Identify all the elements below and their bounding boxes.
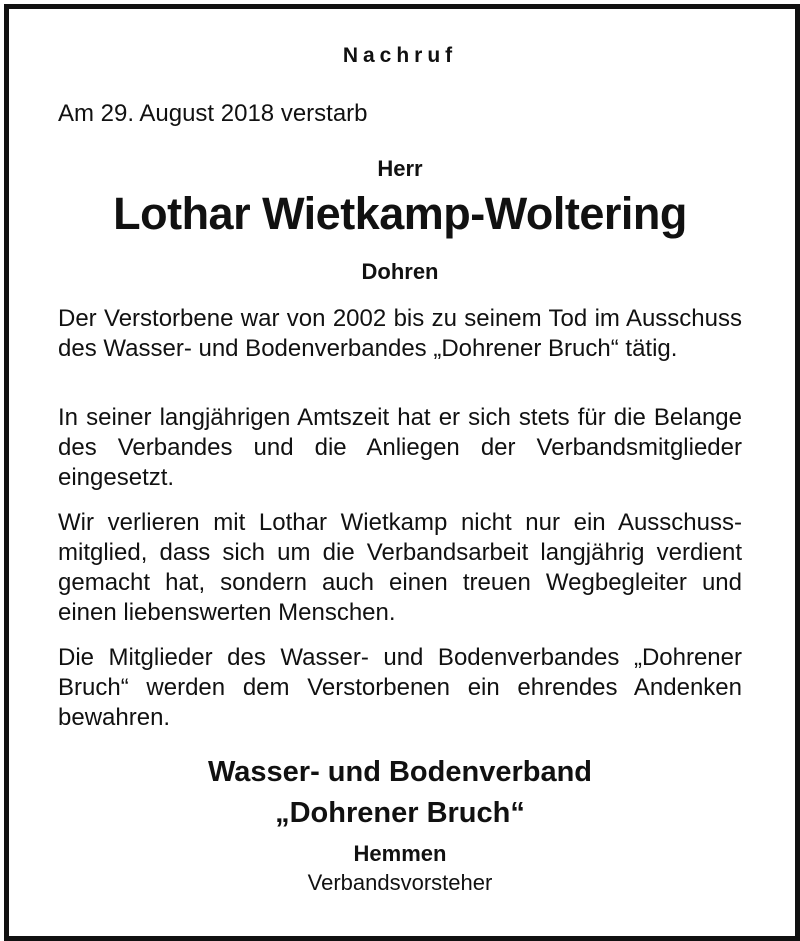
signer-name: Hemmen (353, 841, 447, 866)
salutation: Herr (377, 156, 423, 181)
date-line: Am 29. August 2018 verstarb (58, 100, 368, 127)
deceased-name: Lothar Wietkamp-Woltering (113, 188, 687, 239)
paragraph-1: Der Verstorbene war von 2002 bis zu seinem Tod im Ausschuss des Wasser- und Bodenverbandes „Dohrener Bruch“ tätig. (58, 305, 742, 362)
paragraph-2: In seiner langjährigen Amtszeit hat er sich stets für die Belange des Verbandes und die Anliegen der Verbandsmitglieder eingesetzt. (58, 404, 742, 491)
notice-heading: Nachruf (342, 44, 458, 67)
deceased-place: Dohren (361, 259, 439, 284)
signer-role: Verbandsvorsteher (307, 870, 493, 895)
organization-line-2: „Dohrener Bruch“ (275, 797, 525, 829)
organization-line-1: Wasser- und Bodenverband (207, 756, 593, 788)
paragraph-4: Die Mitglieder des Wasser- und Bodenverbandes „Dohrener Bruch“ werden dem Verstorbenen ein ehrendes Andenken bewahren. (58, 644, 742, 731)
paragraph-3: Wir verlieren mit Lothar Wietkamp nicht nur ein Ausschussmitglied, dass sich um die Verbandsarbeit langjährig verdient gemacht hat, sondern auch einen treuen Wegbegleiter und einen liebenswerten Menschen. (58, 509, 742, 626)
